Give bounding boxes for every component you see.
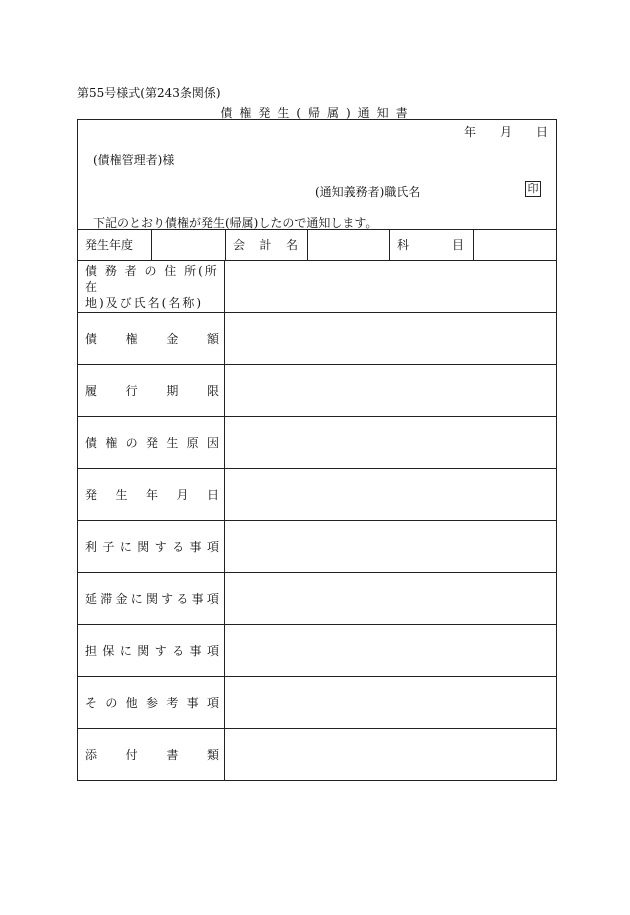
form-header (78, 120, 556, 229)
row-value[interactable] (225, 625, 556, 676)
row-label (78, 729, 225, 780)
row-value[interactable] (225, 469, 556, 520)
recipient: (債権管理者)様 (93, 153, 175, 167)
row-label (78, 469, 225, 520)
table-row (78, 260, 556, 312)
notifier: (通知義務者)職氏名 (315, 185, 421, 199)
row-value[interactable] (225, 313, 556, 364)
table-row (78, 364, 556, 416)
row-label-text: 債 権 金 額 (85, 332, 219, 346)
row-label-text: 添 付 書 類 (85, 748, 219, 762)
row-label-text: 債 権 の 発 生 原 因 (85, 436, 219, 450)
table-row (78, 468, 556, 520)
table-row (78, 728, 556, 780)
row-value[interactable] (225, 677, 556, 728)
form-number: 第55号様式(第243条関係) (77, 86, 221, 100)
fiscal-year-label: 発生年度 (78, 230, 152, 261)
item-label (390, 230, 474, 261)
date-day: 日 (535, 125, 548, 139)
form-frame (77, 119, 557, 781)
table-row (78, 572, 556, 624)
row-label (78, 573, 225, 624)
row-label (78, 261, 225, 312)
row-value[interactable] (225, 521, 556, 572)
row-label (78, 625, 225, 676)
table-row (78, 676, 556, 728)
row-value[interactable] (225, 365, 556, 416)
seal-mark: 印 (525, 181, 541, 197)
table-row (78, 624, 556, 676)
account-label (226, 230, 308, 261)
date-year: 年 (463, 125, 476, 139)
item-value[interactable] (474, 230, 556, 261)
table-row (78, 520, 556, 572)
row-label (78, 365, 225, 416)
info-row (78, 229, 556, 261)
account-value[interactable] (308, 230, 390, 261)
row-value[interactable] (225, 573, 556, 624)
row-value[interactable] (225, 261, 556, 312)
account-label-text: 会 計 名 (233, 238, 298, 252)
date-line (440, 123, 548, 140)
fiscal-year-value[interactable] (152, 230, 226, 261)
row-label-line1: 債 務 者 の 住 所(所在 (85, 263, 219, 294)
row-label-text: 担 保 に 関 す る 事 項 (85, 644, 219, 658)
row-label-text: 延 滞 金 に 関 す る 事 項 (85, 592, 219, 606)
row-label (78, 677, 225, 728)
row-label-line2: 地)及び氏名(名称) (85, 295, 204, 310)
detail-rows (78, 260, 556, 780)
row-value[interactable] (225, 417, 556, 468)
statement: 下記のとおり債権が発生(帰属)したので通知します。 (93, 216, 378, 230)
item-label-text: 科 目 (397, 238, 464, 252)
row-label (78, 417, 225, 468)
row-label-text: 履 行 期 限 (85, 384, 219, 398)
row-label-text: 利 子 に 関 す る 事 項 (85, 540, 219, 554)
table-row (78, 416, 556, 468)
date-month: 月 (499, 125, 512, 139)
document-title: 債権発生(帰属)通知書 (220, 106, 415, 120)
row-label-text: 発 生 年 月 日 (85, 488, 219, 502)
row-value[interactable] (225, 729, 556, 780)
row-label-text: そ の 他 参 考 事 項 (85, 696, 219, 710)
table-row (78, 312, 556, 364)
row-label (78, 313, 225, 364)
row-label (78, 521, 225, 572)
